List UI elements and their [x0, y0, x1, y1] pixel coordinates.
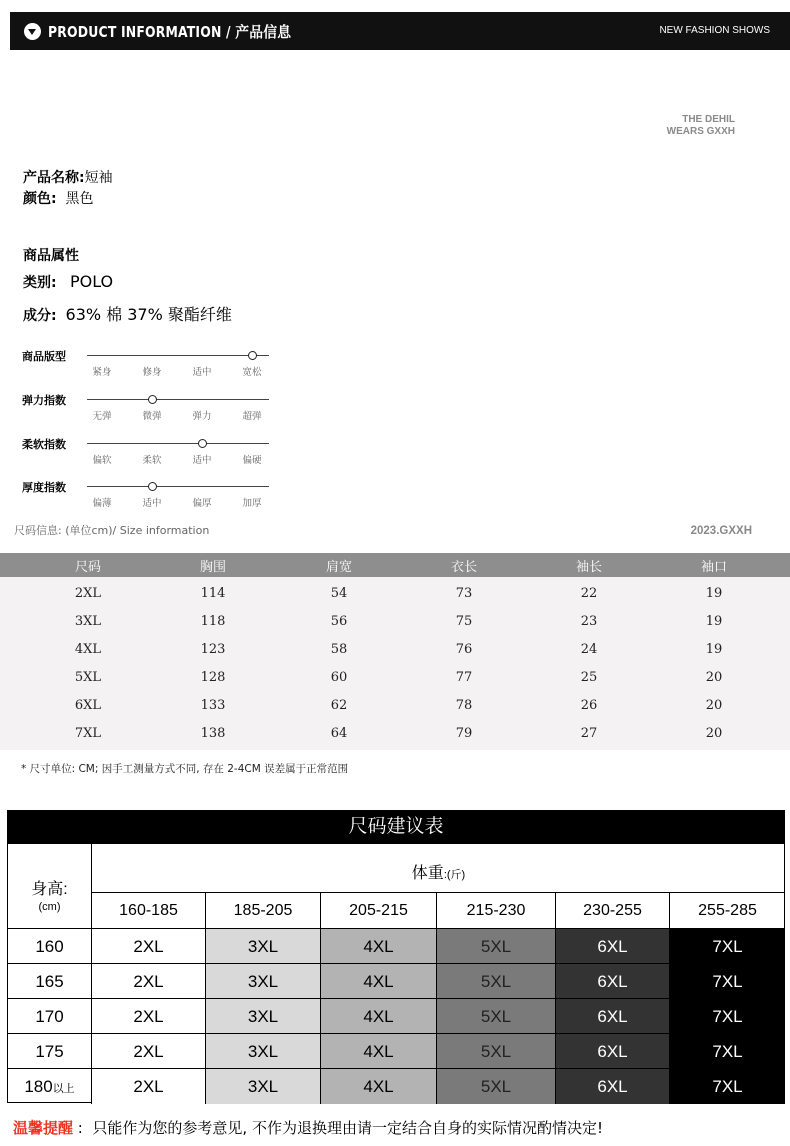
index-tick-label: 微弹	[142, 411, 162, 422]
warning-label: 温馨提醒	[13, 1119, 74, 1137]
index-label: 厚度指数	[22, 481, 66, 494]
size-table-cell: 19	[705, 586, 723, 601]
size-table-cell: 19	[705, 642, 723, 657]
size-table-cell: 20	[705, 698, 723, 713]
size-table-header-cell: 袖长	[575, 560, 602, 575]
height-value-cell	[8, 1034, 92, 1069]
index-track	[87, 443, 269, 444]
size-table-cell: 128	[200, 670, 226, 685]
weight-range-cell: 185-205	[206, 893, 321, 929]
product-color-value: 黑色	[65, 191, 94, 207]
index-tick-label: 偏厚	[192, 498, 212, 509]
play-down-icon	[24, 23, 41, 40]
category-label: 类别:	[23, 275, 57, 291]
index-label: 商品版型	[22, 350, 66, 363]
size-recommendation-cell: 4XL	[321, 964, 437, 999]
index-tick-label: 偏硬	[242, 455, 262, 466]
index-track	[87, 355, 269, 356]
weight-range-cell: 215-230	[437, 893, 556, 929]
size-recommendation-cell: 3XL	[206, 929, 321, 964]
size-table-cell: 26	[580, 698, 598, 713]
size-recommendation-cell: 6XL	[556, 999, 670, 1034]
size-recommendation-cell: 5XL	[437, 999, 556, 1034]
index-knob	[198, 439, 207, 448]
size-recommendation-cell: 5XL	[437, 1069, 556, 1104]
index-label: 柔软指数	[22, 438, 66, 451]
size-recommendation-cell: 3XL	[206, 999, 321, 1034]
size-info-caption: 尺码信息: (单位cm)/ Size information	[14, 524, 210, 537]
height-value: 180	[24, 1077, 53, 1096]
size-table-size-cell: 2XL	[74, 586, 102, 601]
size-table-cell: 75	[455, 614, 473, 629]
size-table-cell: 56	[330, 614, 348, 629]
size-table-cell: 114	[200, 586, 226, 601]
height-unit: (cm)	[38, 901, 61, 913]
size-recommendation-title: 尺码建议表	[7, 810, 785, 843]
size-recommendation-cell: 6XL	[556, 1034, 670, 1069]
size-table-cell: 54	[330, 586, 348, 601]
category-row	[23, 272, 113, 292]
size-table-cell: 77	[455, 670, 473, 685]
size-recommendation-cell: 4XL	[321, 1069, 437, 1104]
size-table-header-cell: 肩宽	[325, 560, 352, 575]
size-table-cell: 23	[580, 614, 598, 629]
size-recommendation-cell: 4XL	[321, 999, 437, 1034]
height-value: 175	[35, 1042, 64, 1061]
warning-sep: :	[77, 1119, 83, 1137]
year-mark: 2023.GXXH	[690, 525, 752, 537]
size-recommendation-cell: 2XL	[92, 964, 206, 999]
size-recommendation-cell: 7XL	[670, 999, 785, 1034]
size-recommendation-cell: 4XL	[321, 1034, 437, 1069]
index-tick-label: 修身	[142, 367, 162, 378]
product-name-row	[23, 167, 113, 187]
size-recommendation-cell: 5XL	[437, 964, 556, 999]
height-value-cell	[8, 964, 92, 999]
size-table-size-cell: 4XL	[74, 642, 102, 657]
size-recommendation-cell: 4XL	[321, 929, 437, 964]
index-tick-label: 紧身	[92, 367, 112, 378]
product-name-label: 产品名称:	[23, 170, 85, 186]
size-table-header-cell: 袖口	[700, 560, 727, 575]
index-row	[22, 392, 282, 428]
brand-mark	[667, 114, 735, 138]
height-value: 165	[35, 972, 64, 991]
index-tick-label: 适中	[192, 455, 212, 466]
size-recommendation-cell: 2XL	[92, 929, 206, 964]
height-label: 身高:	[31, 881, 68, 898]
size-table-cell: 73	[455, 586, 473, 601]
weight-range-cell: 205-215	[321, 893, 437, 929]
material-label: 成分:	[23, 308, 57, 324]
measurement-note: * 尺寸单位: CM; 因手工测量方式不同, 存在 2-4CM 误差属于正常范围	[21, 763, 349, 775]
size-table-cell: 27	[580, 726, 598, 741]
size-table-cell: 78	[455, 698, 473, 713]
size-recommendation-cell: 7XL	[670, 929, 785, 964]
size-table-cell: 20	[705, 726, 723, 741]
product-color-label: 颜色:	[23, 191, 57, 207]
size-table-header-cell: 胸围	[199, 560, 226, 575]
size-table-cell: 19	[705, 614, 723, 629]
index-tick-label: 柔软	[142, 455, 162, 466]
material-value: 63% 棉 37% 聚酯纤维	[65, 305, 232, 324]
warning-text: 只能作为您的参考意见, 不作为退换理由请一定结合自身的实际情况酌情决定!	[92, 1119, 603, 1137]
size-table-size-cell: 5XL	[74, 670, 102, 685]
footer-warning	[13, 1117, 603, 1138]
height-value-cell	[8, 929, 92, 964]
index-tick-label: 加厚	[242, 498, 262, 509]
material-row	[23, 302, 232, 325]
index-row	[22, 348, 282, 384]
height-value: 170	[35, 1007, 64, 1026]
size-table-cell: 58	[330, 642, 348, 657]
size-table-cell: 79	[455, 726, 473, 741]
height-suffix: 以上	[52, 1083, 75, 1095]
size-table-cell: 60	[330, 670, 348, 685]
size-recommendation-cell: 5XL	[437, 929, 556, 964]
brand-line-2: WEARS GXXH	[666, 126, 735, 137]
weight-range-cell: 160-185	[92, 893, 206, 929]
header-bar	[10, 12, 790, 50]
size-recommendation-cell: 7XL	[670, 964, 785, 999]
index-tick-label: 超弹	[242, 411, 262, 422]
index-tick-label: 偏薄	[92, 498, 112, 509]
size-recommendation-table	[7, 843, 785, 1103]
size-table-cell: 20	[705, 670, 723, 685]
weight-range-cell: 230-255	[556, 893, 670, 929]
size-table-cell: 62	[330, 698, 348, 713]
index-label: 弹力指数	[22, 394, 66, 407]
weight-label: 体重	[411, 865, 444, 882]
header-right-text: NEW FASHION SHOWS	[659, 25, 770, 36]
index-tick-label: 弹力	[192, 411, 212, 422]
index-knob	[248, 351, 257, 360]
size-recommendation-cell: 7XL	[670, 1069, 785, 1104]
weight-range-cell: 255-285	[670, 893, 785, 929]
height-value-cell	[8, 1069, 92, 1104]
size-table-cell: 22	[580, 586, 598, 601]
index-tick-label: 适中	[192, 367, 212, 378]
size-recommendation-cell: 2XL	[92, 1069, 206, 1104]
size-table-size-cell: 7XL	[74, 726, 102, 741]
size-recommendation-cell: 6XL	[556, 1069, 670, 1104]
index-tick-label: 宽松	[242, 367, 262, 378]
size-table-size-cell: 6XL	[74, 698, 102, 713]
size-table-cell: 118	[200, 614, 226, 629]
size-recommendation-cell: 3XL	[206, 1069, 321, 1104]
height-value-cell	[8, 999, 92, 1034]
size-recommendation-cell: 6XL	[556, 964, 670, 999]
size-table	[0, 553, 790, 750]
index-tick-label: 偏软	[92, 455, 112, 466]
size-table-size-cell: 3XL	[74, 614, 102, 629]
index-track	[87, 486, 269, 487]
weight-header-cell	[92, 844, 785, 893]
category-value: POLO	[69, 272, 114, 291]
size-table-header	[0, 553, 790, 577]
size-recommendation-cell: 2XL	[92, 1034, 206, 1069]
size-recommendation-cell: 6XL	[556, 929, 670, 964]
size-recommendation-cell: 3XL	[206, 964, 321, 999]
header-title: PRODUCT INFORMATION / 产品信息	[48, 23, 292, 41]
size-table-cell: 123	[200, 642, 226, 657]
size-table-header-cell: 衣长	[450, 560, 477, 575]
index-track	[87, 399, 269, 400]
size-table-cell: 24	[580, 642, 598, 657]
weight-unit: :(斤)	[443, 869, 466, 881]
index-row	[22, 436, 282, 472]
height-header-cell	[8, 844, 92, 929]
index-tick-label: 无弹	[92, 411, 112, 422]
size-table-cell: 25	[580, 670, 598, 685]
product-name-value: 短袖	[84, 170, 113, 186]
size-table-header-cell: 尺码	[74, 560, 101, 575]
product-color-row	[23, 188, 94, 208]
brand-line-1: THE DEHIL	[682, 114, 735, 125]
size-recommendation-cell: 7XL	[670, 1034, 785, 1069]
index-knob	[148, 482, 157, 491]
size-table-cell: 76	[455, 642, 473, 657]
size-recommendation-cell: 5XL	[437, 1034, 556, 1069]
index-tick-label: 适中	[142, 498, 162, 509]
size-table-cell: 64	[330, 726, 348, 741]
size-table-cell: 138	[200, 726, 226, 741]
index-knob	[148, 395, 157, 404]
size-recommendation-cell: 2XL	[92, 999, 206, 1034]
attributes-heading: 商品属性	[23, 248, 79, 264]
height-value: 160	[35, 937, 64, 956]
index-row	[22, 479, 282, 515]
size-table-cell: 133	[200, 698, 226, 713]
size-recommendation-cell: 3XL	[206, 1034, 321, 1069]
